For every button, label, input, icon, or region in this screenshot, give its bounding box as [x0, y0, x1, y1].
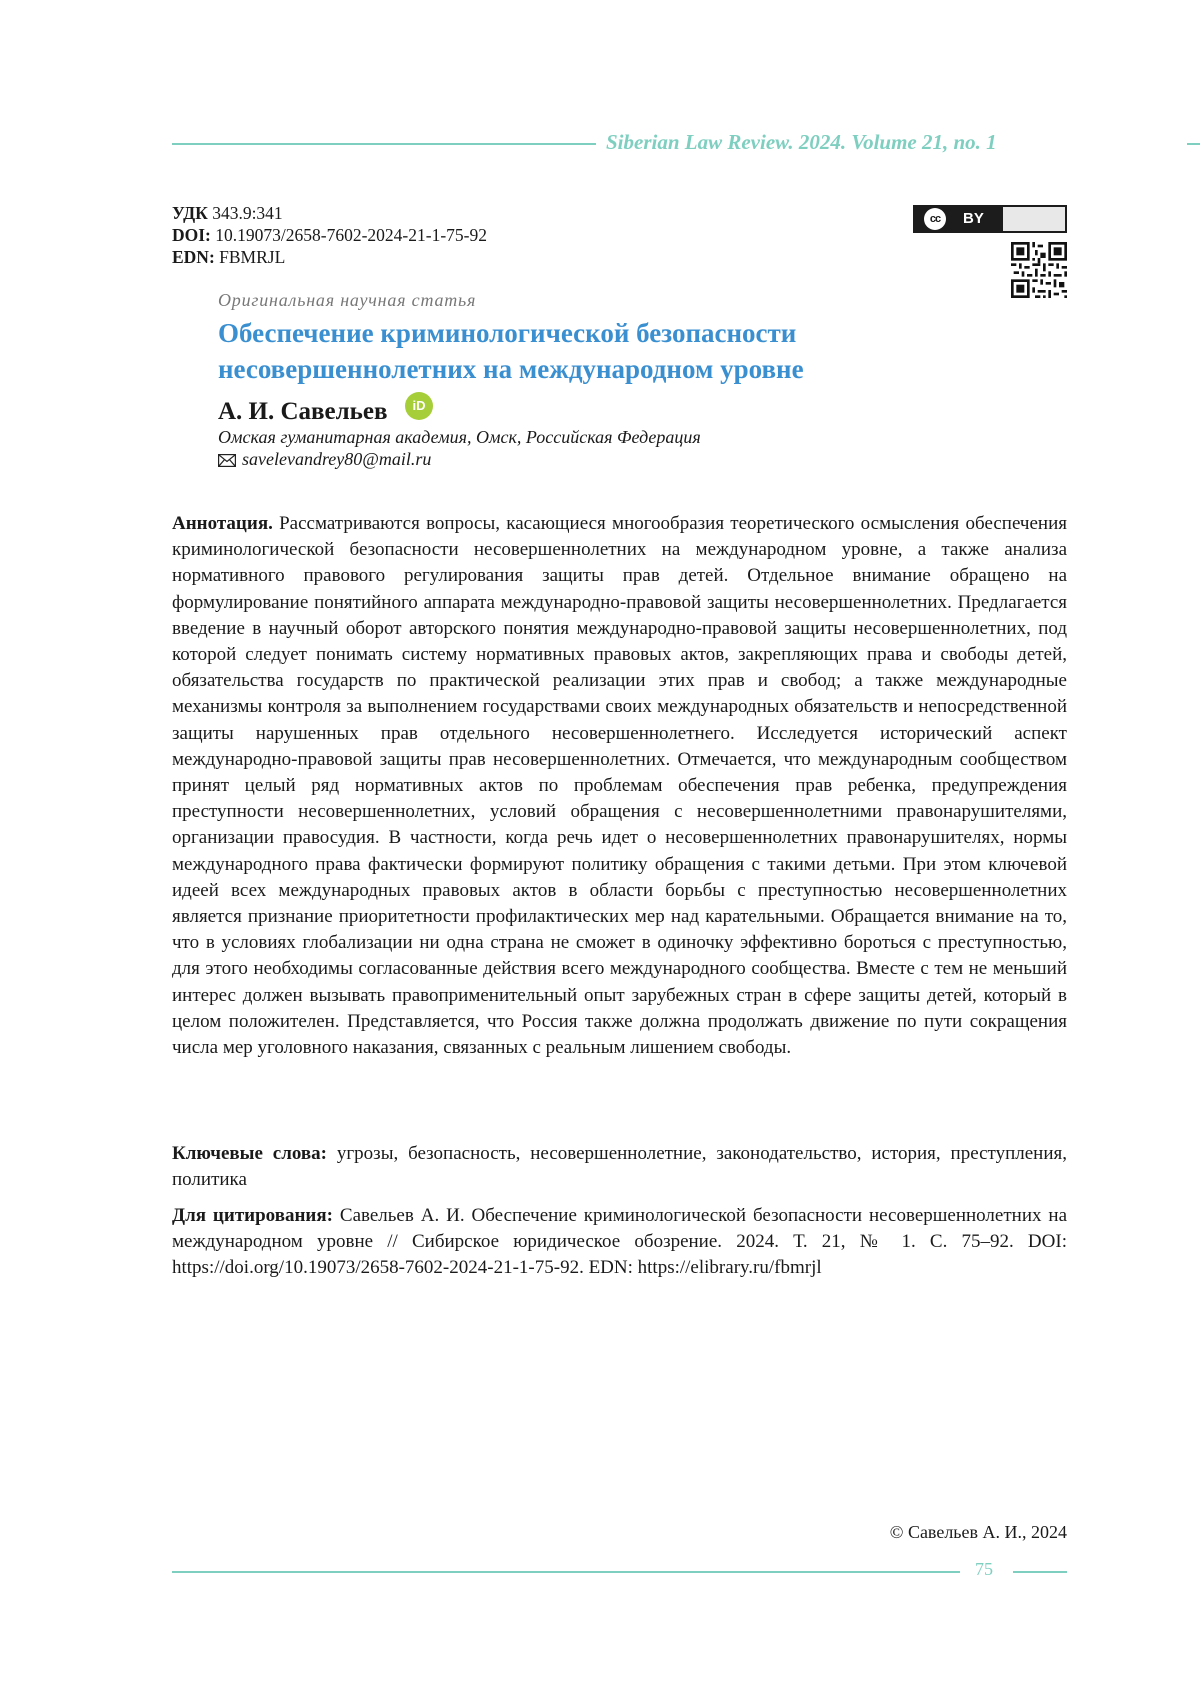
keywords [172, 1141, 1067, 1193]
by-icon-label: BY [963, 210, 984, 227]
citation-text: Савельев А. И. Обеспечение криминологической безопасности несовершеннолетних на международном уровне // Сибирское юридическое обозрение. 2024. Т. 21, № 1. С. 75–92. DOI: https://doi.org/10.19073/2658-7602-2024-21-1-75-92. EDN: https://elibrary.ru/fbmrjl [172, 1205, 1068, 1279]
udk-value: 343.9:341 [212, 203, 283, 223]
abstract [172, 511, 1067, 1061]
edn-row [172, 246, 487, 268]
article-metadata [172, 202, 487, 268]
envelope-icon [218, 451, 236, 472]
udk-row [172, 202, 487, 224]
qr-code-icon [1011, 242, 1067, 298]
page-number: 75 [975, 1559, 993, 1579]
cc-icon: cc [924, 208, 946, 230]
article-title-line-2: несовершеннолетних на международном уровне [218, 354, 804, 384]
cc-badge-background [1003, 207, 1065, 231]
citation-label: Для цитирования: [172, 1205, 333, 1226]
article-title [218, 315, 918, 387]
article-type: Оригинальная научная статья [218, 290, 477, 310]
header-rule-right [1187, 143, 1200, 145]
author-name: А. И. Савельев [218, 398, 388, 425]
abstract-label: Аннотация. [172, 513, 273, 534]
running-header [172, 130, 1067, 160]
edn-label: EDN: [172, 247, 215, 267]
keywords-text: угрозы, безопасность, несовершеннолетние, законодательство, история, преступления, политика [172, 1143, 1068, 1191]
orcid-icon[interactable]: iD [405, 392, 433, 420]
doi-label: DOI: [172, 225, 211, 245]
article-title-line-1: Обеспечение криминологической безопасности [218, 318, 797, 348]
cc-by-license-badge[interactable] [913, 205, 1067, 233]
footer-rule-right [1013, 1571, 1067, 1573]
doi-row [172, 224, 487, 246]
journal-running-title: Siberian Law Review. 2024. Volume 21, no. 1 [606, 130, 997, 154]
edn-value: FBMRJL [219, 247, 286, 267]
citation [172, 1203, 1067, 1282]
footer-rule-left [172, 1571, 960, 1573]
keywords-label: Ключевые слова: [172, 1143, 327, 1164]
header-rule-left [172, 143, 596, 145]
abstract-text: Рассматриваются вопросы, касающиеся многообразия теоретического осмысления обеспечения криминологической безопасности несовершеннолетних на международном уровне, а также анализа нормативного правового регулирования защиты прав детей. Отдельное внимание обращено на формулирование понятийного аппарата международно-правовой защиты несовершеннолетних. Предлагается введение в научный оборот авторского понятия международно-правовой защиты несовершеннолетних, под которой следует понимать систему нормативных правовых актов, закрепляющих права и свободы детей, обязательства государств по практической реализации этих прав и свобод; а также международные механизмы контроля за выполнением государствами своих международных обязательств и непосредственной защиты нарушенных прав отдельного несовершеннолетнего. Исследуется исторический аспект международно-правовой защиты прав несовершеннолетних. Отмечается, что международным сообществом принят целый ряд нормативных актов по проблемам обеспечения прав ребенка, предупреждения преступности несовершеннолетних, условий обращения с несовершеннолетними правонарушителями, организации правосудия. В частности, когда речь идет о несовершеннолетних правонарушителях, нормы международного права фактически формируют политику обращения с такими детьми. При этом ключевой идеей всех международных правовых актов в области борьбы с преступностью несовершеннолетних является признание приоритетности профилактических мер над карательными. Обращается внимание на то, что в условиях глобализации ни одна страна не сможет в одиночку эффективно бороться с преступностью, для этого необходимы согласованные действия всего международного сообщества. Вместе с тем не меньший интерес должен вызывать правоприменительный опыт зарубежных стран в сфере защиты детей, который в целом положителен. Представляется, что Россия также должна продолжать движение по пути сокращения числа мер уголовного наказания, связанных с реальным лишением свободы. [172, 513, 1067, 1059]
author-email[interactable]: savelevandrey80@mail.ru [242, 449, 432, 469]
author-email-row [218, 449, 431, 472]
doi-value[interactable]: 10.19073/2658-7602-2024-21-1-75-92 [215, 225, 487, 245]
udk-label: УДК [172, 203, 208, 223]
author-affiliation: Омская гуманитарная академия, Омск, Российская Федерация [218, 427, 701, 447]
copyright-notice: © Савельев А. И., 2024 [889, 1522, 1067, 1542]
